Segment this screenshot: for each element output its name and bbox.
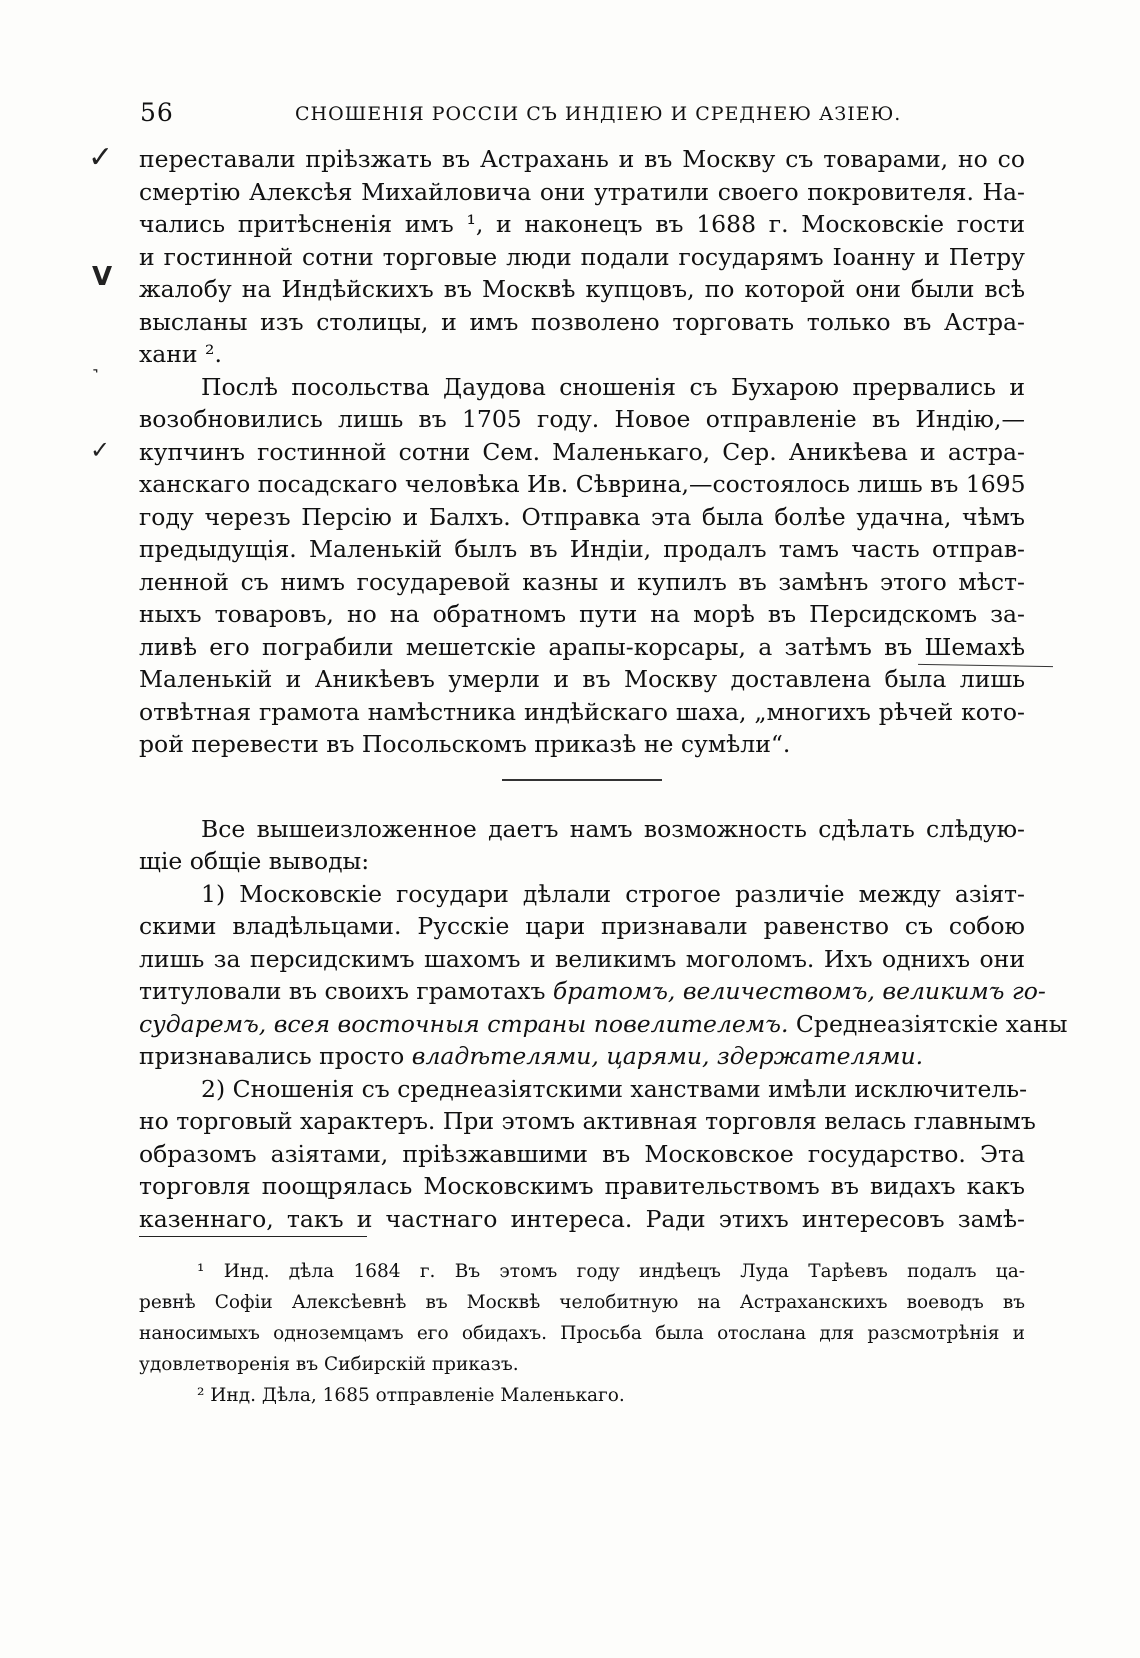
text-line: лишь за персидскимъ шахомъ и великимъ моголомъ. Ихъ однихъ они [139,944,1025,973]
text-line: высланы изъ столицы, и имъ позволено торговать только въ Астра- [139,307,1025,336]
text-line: смертію Алексѣя Михайловича они утратили своего покровителя. На- [139,177,1025,206]
paragraph-5 [139,1073,1036,1236]
text-line: Послѣ посольства Даудова сношенія съ Бухарою прервались и [201,372,1025,401]
text-line: предыдущія. Маленькій былъ въ Индіи, продалъ тамъ часть отправ- [139,535,1025,563]
text-line: переставали пріѣзжать въ Астрахань и въ Москву съ товарами, но со [139,145,1025,173]
section-divider [502,779,662,781]
text-line: торговля поощрялась Московскимъ правительствомъ въ видахъ какъ [139,1172,1025,1200]
text-line: и гостинной сотни торговые люди подали государямъ Іоанну и Петру [139,242,1025,271]
footnote-1 [139,1256,1025,1380]
text-line: ханскаго посадскаго человѣка Ив. Сѣврина,—состоялось лишь въ 1695 [139,470,1026,498]
text-line: казеннаго, такъ и частнаго интереса. Ради этихъ интересовъ замѣ- [139,1204,1025,1233]
footnote-line: ² Инд. Дѣла, 1685 отправленіе Маленькаго. [197,1385,625,1406]
page-header [140,98,1020,128]
footnote-line: наносимыхъ одноземцамъ его обидахъ. Просьба была отослана для разсмотрѣнія и [139,1323,1025,1344]
footnote-2 [139,1380,1025,1411]
text-line [139,975,1046,1008]
margin-check-mark-2: V [92,262,113,292]
body-text [139,143,1068,1235]
footnotes [139,1256,1025,1411]
text-line: ленной съ нимъ государевой казны и купилъ въ замѣнъ этого мѣст- [139,567,1025,596]
text-line: ливѣ его пограбили мешетскіе арапы-корсары, а затѣмъ въ Шемахѣ [139,632,1025,661]
paragraph-4 [139,878,1068,1073]
text-line: рой перевести въ Посольскомъ приказѣ не сумѣли“. [139,730,791,758]
text-line [139,1008,1068,1041]
text-line: 2) Сношенія съ среднеазіятскими ханствами имѣли исключитель- [201,1074,1028,1103]
margin-check-mark-4: ✓ [90,436,111,464]
text-line: чались притѣсненія имъ ¹, и наконецъ въ 1688 г. Московскіе гости [139,210,1025,238]
footnote-divider [139,1236,367,1237]
text-line: отвѣтная грамота намѣстника индѣйскаго шаха, „многихъ рѣчей кото- [139,697,1025,726]
text-line: купчинъ гостинной сотни Сем. Маленькаго, Сер. Аникѣева и астра- [139,437,1025,466]
footnote-line: ревнѣ Софіи Алексѣевнѣ въ Москвѣ челобитную на Астраханскихъ воеводъ въ [139,1292,1025,1313]
text-line: образомъ азіятами, пріѣзжавшими въ Московское государство. Эта [139,1139,1025,1168]
paragraph-3 [139,813,1025,878]
margin-check-mark-1: ✓ [88,140,114,175]
text-line: Все вышеизложенное даетъ намъ возможность сдѣлать слѣдую- [201,814,1025,843]
text-run: титуловали въ своихъ грамотахъ [139,977,546,1005]
running-title: СНОШЕНІЯ РОССІИ СЪ ИНДІЕЮ И СРЕДНЕЮ АЗІЕЮ. [295,103,902,125]
text-line: жалобу на Индѣйскихъ въ Москвѣ купцовъ, по которой они были всѣ [139,275,1025,303]
footnote-line: ¹ Инд. дѣла 1684 г. Въ этомъ году индѣецъ Луда Тарѣевъ подалъ ца- [197,1261,1025,1282]
text-line: щіе общіе выводы: [139,847,370,875]
text-line: но торговый характеръ. При этомъ активная торговля велась главнымъ [139,1107,1036,1135]
text-line: 1) Московскіе государи дѣлали строгое различіе между азіят- [201,879,1025,908]
paragraph-1 [139,143,1025,371]
text-run: Среднеазіятскіе ханы [795,1009,1068,1038]
text-line: Маленькій и Аникѣевъ умерли и въ Москву доставлена была лишь [139,665,1025,693]
paragraph-2 [139,371,1025,761]
text-line: скими владѣльцами. Русскіе цари признавали равенство съ собою [139,912,1025,940]
italic-title-run: братомъ, величествомъ, великимъ го- [552,977,1046,1005]
text-line: возобновились лишь въ 1705 году. Новое отправленіе въ Индію,— [139,405,1025,433]
page-number: 56 [140,98,174,127]
italic-title-run: владѣтелями, царями, здержателями. [411,1042,924,1070]
text-line: ныхъ товаровъ, но на обратномъ пути на морѣ въ Персидскомъ за- [139,600,1025,628]
italic-title-run: сударемъ, всея восточныя страны повелителемъ. [139,1009,789,1038]
text-run: признавались просто [139,1042,405,1070]
text-line [139,1040,1025,1073]
text-line: хани ². [139,340,222,368]
text-line: году черезъ Персію и Балхъ. Отправка эта была болѣе удачна, чѣмъ [139,502,1025,531]
footnote-line: удовлетворенія въ Сибирскій приказъ. [139,1354,519,1375]
margin-check-mark-3: ˺ [92,365,99,389]
